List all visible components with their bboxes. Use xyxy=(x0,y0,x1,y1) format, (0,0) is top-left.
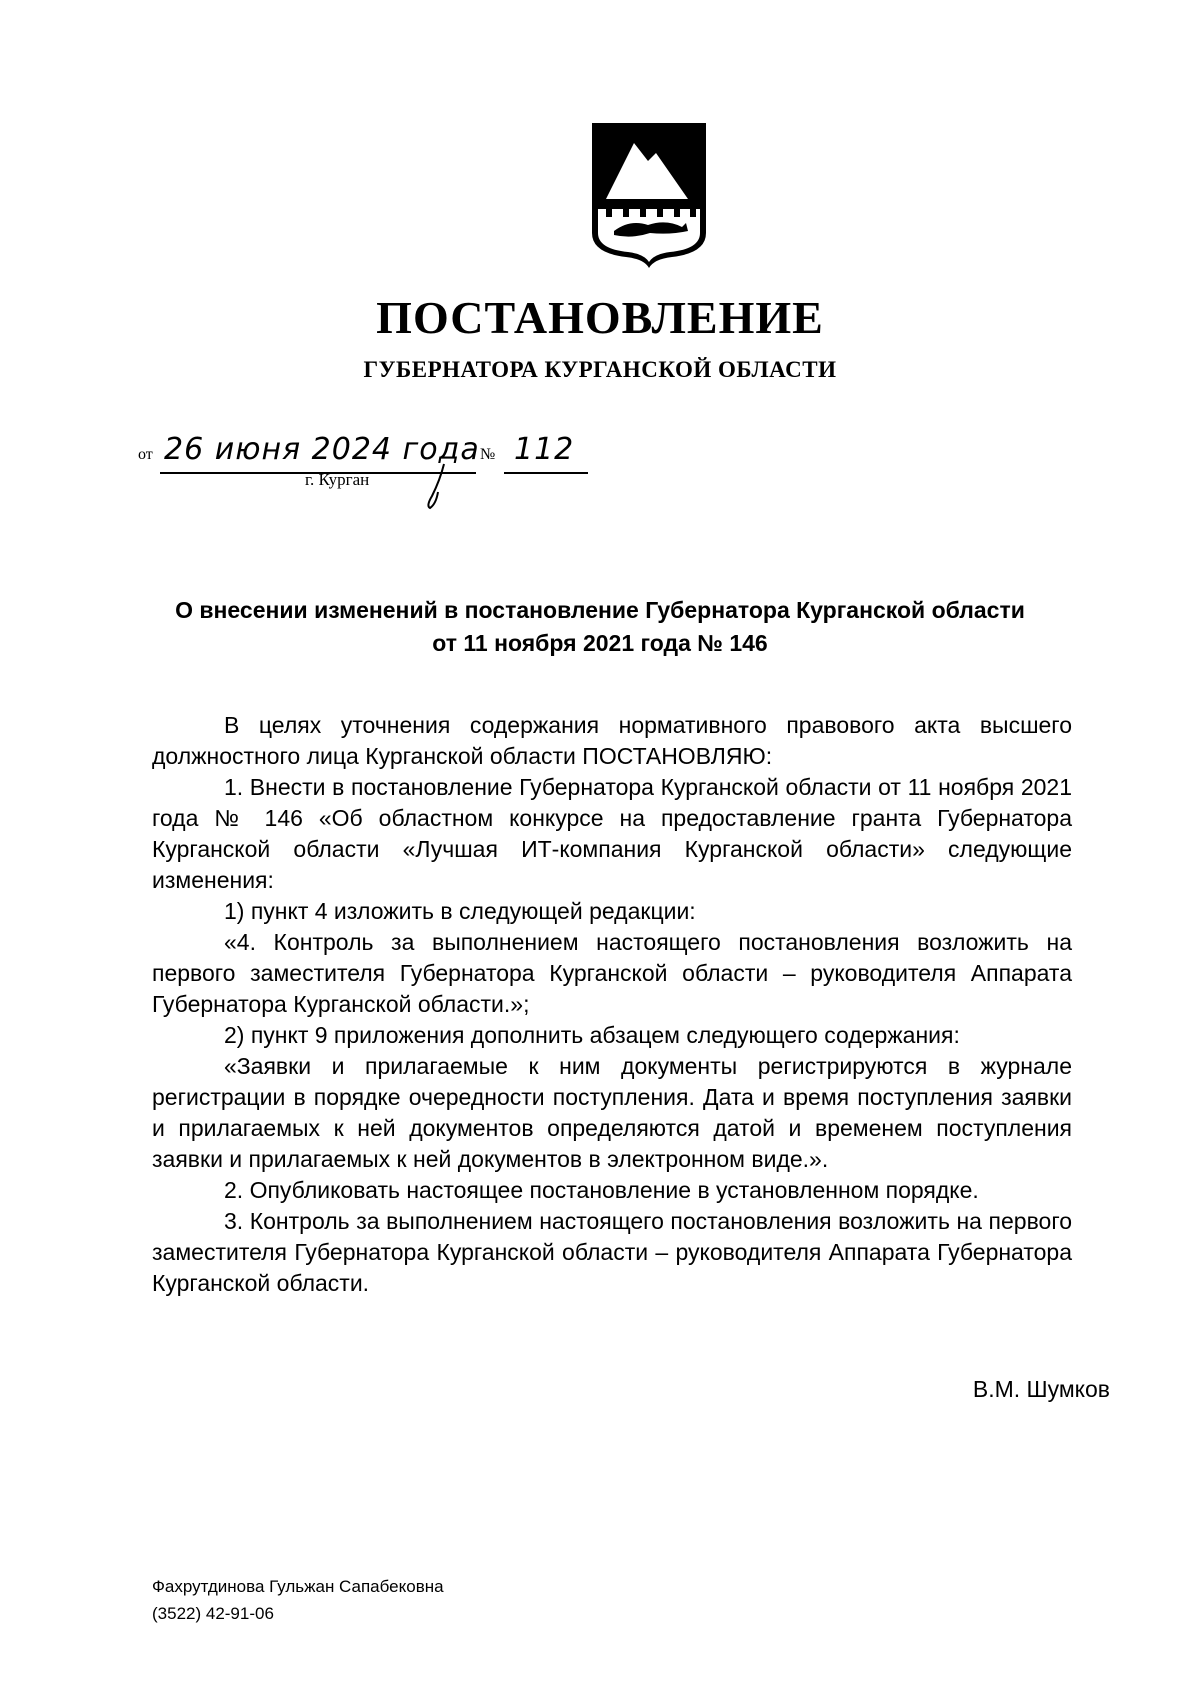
document-title: ПОСТАНОВЛЕНИЕ xyxy=(376,292,824,343)
from-label: от xyxy=(138,446,153,463)
body-paragraph: В целях уточнения содержания нормативного правового акта высшего должностного лица Курганской области ПОСТАНОВЛЯЮ: xyxy=(152,712,1072,769)
body-paragraph: «4. Контроль за выполнением настоящего постановления возложить на первого заместителя Губернатора Курганской области – руководителя Аппарата Губернатора Курганской области.»; xyxy=(152,929,1072,1017)
document-heading xyxy=(130,594,1070,660)
handwritten-number: 112 xyxy=(514,432,575,467)
signature-name: В.М. Шумков xyxy=(972,1376,1110,1402)
handwritten-date: 26 июня 2024 года xyxy=(164,432,480,467)
number-underline xyxy=(504,472,588,474)
coat-of-arms-icon xyxy=(590,121,708,269)
executor-info xyxy=(152,1573,444,1627)
heading-line-2: от 11 ноября 2021 года № 146 xyxy=(432,630,768,656)
body-paragraph: 3. Контроль за выполнением настоящего постановления возложить на первого заместителя Губернатора Курганской области – руководителя Аппарата Губернатора Курганской области. xyxy=(152,1208,1072,1296)
document-subtitle: ГУБЕРНАТОРА КУРГАНСКОЙ ОБЛАСТИ xyxy=(363,357,837,382)
document-body xyxy=(152,710,1072,1299)
body-paragraph: 2. Опубликовать настоящее постановление в установленном порядке. xyxy=(224,1177,979,1203)
body-paragraph: 1) пункт 4 изложить в следующей редакции: xyxy=(224,898,696,924)
handwriting-stroke-icon xyxy=(414,462,454,510)
executor-name: Фахрутдинова Гульжан Сапабековна xyxy=(152,1577,444,1596)
city-label: г. Курган xyxy=(305,470,370,489)
date-number-line xyxy=(138,432,672,510)
number-label: № xyxy=(480,446,496,463)
heading-line-1: О внесении изменений в постановление Губернатора Курганской области xyxy=(175,597,1025,623)
body-paragraph: 1. Внести в постановление Губернатора Курганской области от 11 ноября 2021 года № 146 «Об областном конкурсе на предоставление гранта Губернатора Курганской области «Лучшая ИТ-компания Курганской области» следующие изменения: xyxy=(152,774,1072,893)
body-paragraph: 2) пункт 9 приложения дополнить абзацем следующего содержания: xyxy=(224,1022,960,1048)
executor-phone: (3522) 42-91-06 xyxy=(152,1604,274,1623)
body-paragraph: «Заявки и прилагаемые к ним документы регистрируются в журнале регистрации в порядке очередности поступления. Дата и время поступления заявки и прилагаемых к ней документов определяются датой и временем поступления заявки и прилагаемых к ней документов в электронном виде.». xyxy=(152,1053,1072,1172)
